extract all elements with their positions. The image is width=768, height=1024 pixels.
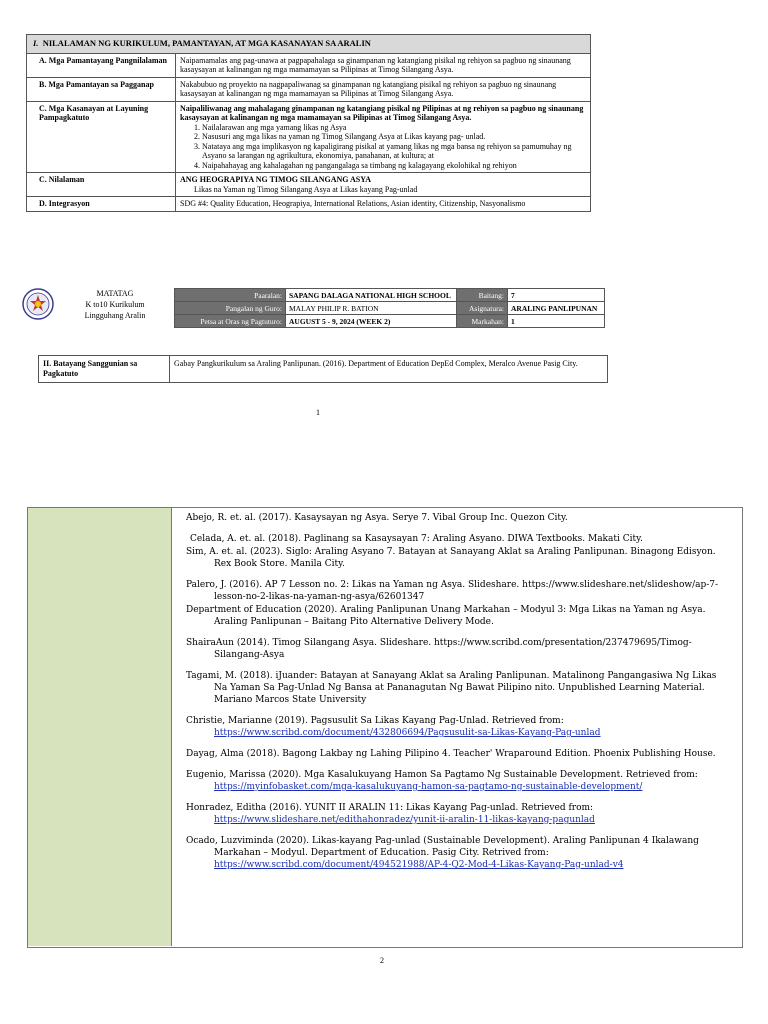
list-item: 1. Nailalarawan ang mga yamang likas ng Asya [202, 123, 586, 133]
row-label: II. Batayang Sanggunian sa Pagkatuto [39, 356, 170, 383]
quarter-label: Markahan: [457, 315, 508, 328]
section-heading: I. NILALAMAN NG KURIKULUM, PAMANTAYAN, AT MGA KASANAYAN SA ARALIN [27, 35, 591, 54]
content-title: ANG HEOGRAPIYA NG TIMOG SILANGANG ASYA [180, 175, 372, 184]
list-item: 3. Natataya ang mga implikasyon ng kapaligirang pisikal at yamang likas ng mga bansa ng rehiyon sa pamumuhay ng Asyano sa larangan ng agrikultura, ekonomiya, panahanan, at kultura; at [202, 142, 586, 161]
teacher-value: MALAY PHILIP R. BATION [286, 302, 457, 315]
table-row [27, 77, 591, 101]
list-item: ShairaAun (2014). Timog Silangang Asya. Slideshare. https://www.scribd.com/presentation/237479695/Timog-Silangang-Asya [186, 638, 692, 660]
reference-link[interactable]: https://www.scribd.com/document/432806694/Pagsusulit-sa-Likas-Kayang-Pag-unlad [214, 728, 601, 738]
grade-value: 7 [508, 289, 605, 302]
row-text: Nakabubuo ng proyekto na nagpapaliwanag sa ginampanan ng katangiang pisikal ng rehiyon sa pagbuo ng sinaunang kasaysayan at kalinangan ng mga mamamayan sa Pilipinas at Timog Silangang Asya. [176, 77, 591, 101]
quarter-value: 1 [508, 315, 605, 328]
list-item: Tagami, M. (2018). iJuander: Batayan at Sanayang Aklat sa Araling Panlipunan. Matalinong Pangangasiwa Ng Likas Na Yaman Sa Pag-Unlad Ng Bansa at Pananagutan Ng Bawat Pilipino nito. Unpublished Learning Material. Mariano Marcos State University [186, 671, 717, 705]
table-row [27, 101, 591, 173]
date-value: AUGUST 5 - 9, 2024 (WEEK 2) [286, 315, 457, 328]
list-item: Dayag, Alma (2018). Bagong Lakbay ng Lahing Pilipino 4. Teacher' Wraparound Edition. Phoenix Publishing House. [186, 749, 716, 759]
list-item: Abejo, R. et. al. (2017). Kasaysayan ng Asya. Serye 7. Vibal Group Inc. Quezon City. [186, 513, 568, 523]
page-number: 1 [316, 408, 320, 417]
content-subtitle: Likas na Yaman ng Timog Silangang Asya at Likas kayang Pag-unlad [194, 184, 418, 194]
reference-link[interactable]: https://www.scribd.com/document/494521988/AP-4-Q2-Mod-4-Likas-Kayang-Pag-unlad-v4 [214, 860, 624, 870]
row-label: B. Mga Pamantayan sa Pagganap [27, 77, 176, 101]
list-item: Ocado, Luzviminda (2020). Likas-kayang Pag-unlad (Sustainable Development). Araling Panlipunan 4 Ikalawang Markahan – Modyul. Department of Education. Pasig City. Retrived from: https://www.scribd.com/document/494521988/AP-4-Q2-Mod-4-Likas-Kayang-Pag-unlad-v4 [186, 836, 699, 870]
grade-label: Baitang: [457, 289, 508, 302]
list-item: Palero, J. (2016). AP 7 Lesson no. 2: Likas na Yaman ng Asya. Slideshare. https://www.slideshare.net/slideshow/ap-7-lesson-no-2-likas-na-yaman-ng-asya/62601347 [186, 580, 719, 602]
row-label: C. Nilalaman [27, 173, 176, 197]
curriculum-label: MATATAG K to10 Kurikulum Lingguhang Aralin [84, 289, 146, 320]
row-text [176, 173, 591, 197]
list-item: Christie, Marianne (2019). Pagsusulit Sa Likas Kayang Pag-Unlad. Retrieved from: https://www.scribd.com/document/432806694/Pagsusulit-sa-Likas-Kayang-Pag-unlad [186, 716, 601, 738]
list-item: Sim, A. et. al. (2023). Siglo: Araling Asyano 7. Batayan at Sanayang Aklat sa Araling Panlipunan. Binagong Edisyon. Rex Book Store. Manila City. [186, 547, 716, 569]
subject-value: ARALING PANLIPUNAN [508, 302, 605, 315]
reference-list [186, 512, 726, 880]
deped-seal-icon [22, 288, 54, 320]
subject-label: Asignatura: [457, 302, 508, 315]
list-item: 4. Naipahahayag ang kahalagahan ng pangangalaga sa timbang ng kalagayang ekolohikal ng rehiyon [202, 161, 586, 171]
list-item: Department of Education (2020). Araling Panlipunan Unang Markahan – Modyul 3: Mga Likas na Yaman ng Asya. Araling Panlipunan – Baitang Pito Alternative Delivery Mode. [186, 605, 706, 627]
objectives-intro: Naipaliliwanag ang mahalagang ginampanan ng katangiang pisikal ng Pilipinas at ng rehiyon sa pagbuo ng sinaunang kasaysayan at kalinangan ng mga mamamayan sa Pilipinas at Timog Silangang Asya. [180, 103, 584, 122]
list-item: 2. Nasusuri ang mga likas na yaman ng Timog Silangang Asya at Likas kayang pag- unlad. [202, 132, 586, 142]
list-item: Celada, A. et. al. (2018). Paglinang sa Kasaysayan 7: Araling Asyano. DIWA Textbooks. Makati City. [190, 534, 643, 544]
reference-link[interactable]: https://www.slideshare.net/edithahonradez/yunit-ii-aralin-11-likas-kayang-pagunlad [214, 815, 595, 825]
reference-link[interactable]: https://myinfobasket.com/mga-kasalukuyang-hamon-sa-pagtamo-ng-sustainable-development/ [214, 782, 643, 792]
label-column [28, 508, 172, 946]
row-label: C. Mga Kasanayan at Layuning Pampagkatuto [27, 101, 176, 173]
row-label: D. Integrasyon [27, 197, 176, 212]
row-text: Gabay Pangkurikulum sa Araling Panlipunan. (2016). Department of Education DepEd Complex, Meralco Avenue Pasig City. [170, 356, 608, 383]
school-label: Paaralan: [175, 289, 286, 302]
school-value: SAPANG DALAGA NATIONAL HIGH SCHOOL [286, 289, 457, 302]
table-row [27, 197, 591, 212]
curriculum-table [26, 34, 591, 212]
teacher-label: Pangalan ng Guro: [175, 302, 286, 315]
row-text: Naipamamalas ang pag-unawa at pagpapahalaga sa ginampanan ng katangiang pisikal ng rehiyon sa pagbuo ng sinaunang kasaysayan at kalinangan ng mga mamamayan sa Pilipinas at Timog Silangang Asya. [176, 53, 591, 77]
lesson-info-table [174, 288, 605, 328]
row-text: SDG #4: Quality Education, Heograpiya, International Relations, Asian identity, Citizenship, Nasyonalismo [176, 197, 591, 212]
list-item: Honradez, Editha (2016). YUNIT II ARALIN 11: Likas Kayang Pag-unlad. Retrieved from: https://www.slideshare.net/edithahonradez/yunit-ii-aralin-11-likas-kayang-pagunlad [186, 803, 595, 825]
row-label: A. Mga Pamantayang Pangnilalaman [27, 53, 176, 77]
objectives-list [180, 123, 586, 171]
page-number: 2 [380, 956, 384, 965]
row-text [176, 101, 591, 173]
table-row [27, 53, 591, 77]
table-row [27, 173, 591, 197]
references-table [38, 355, 608, 383]
date-label: Petsa at Oras ng Pagtuturo: [175, 315, 286, 328]
list-item: Eugenio, Marissa (2020). Mga Kasalukuyang Hamon Sa Pagtamo Ng Sustainable Development. Retrieved from: https://myinfobasket.com/mga-kasalukuyang-hamon-sa-pagtamo-ng-sustainable-development/ [186, 770, 698, 792]
